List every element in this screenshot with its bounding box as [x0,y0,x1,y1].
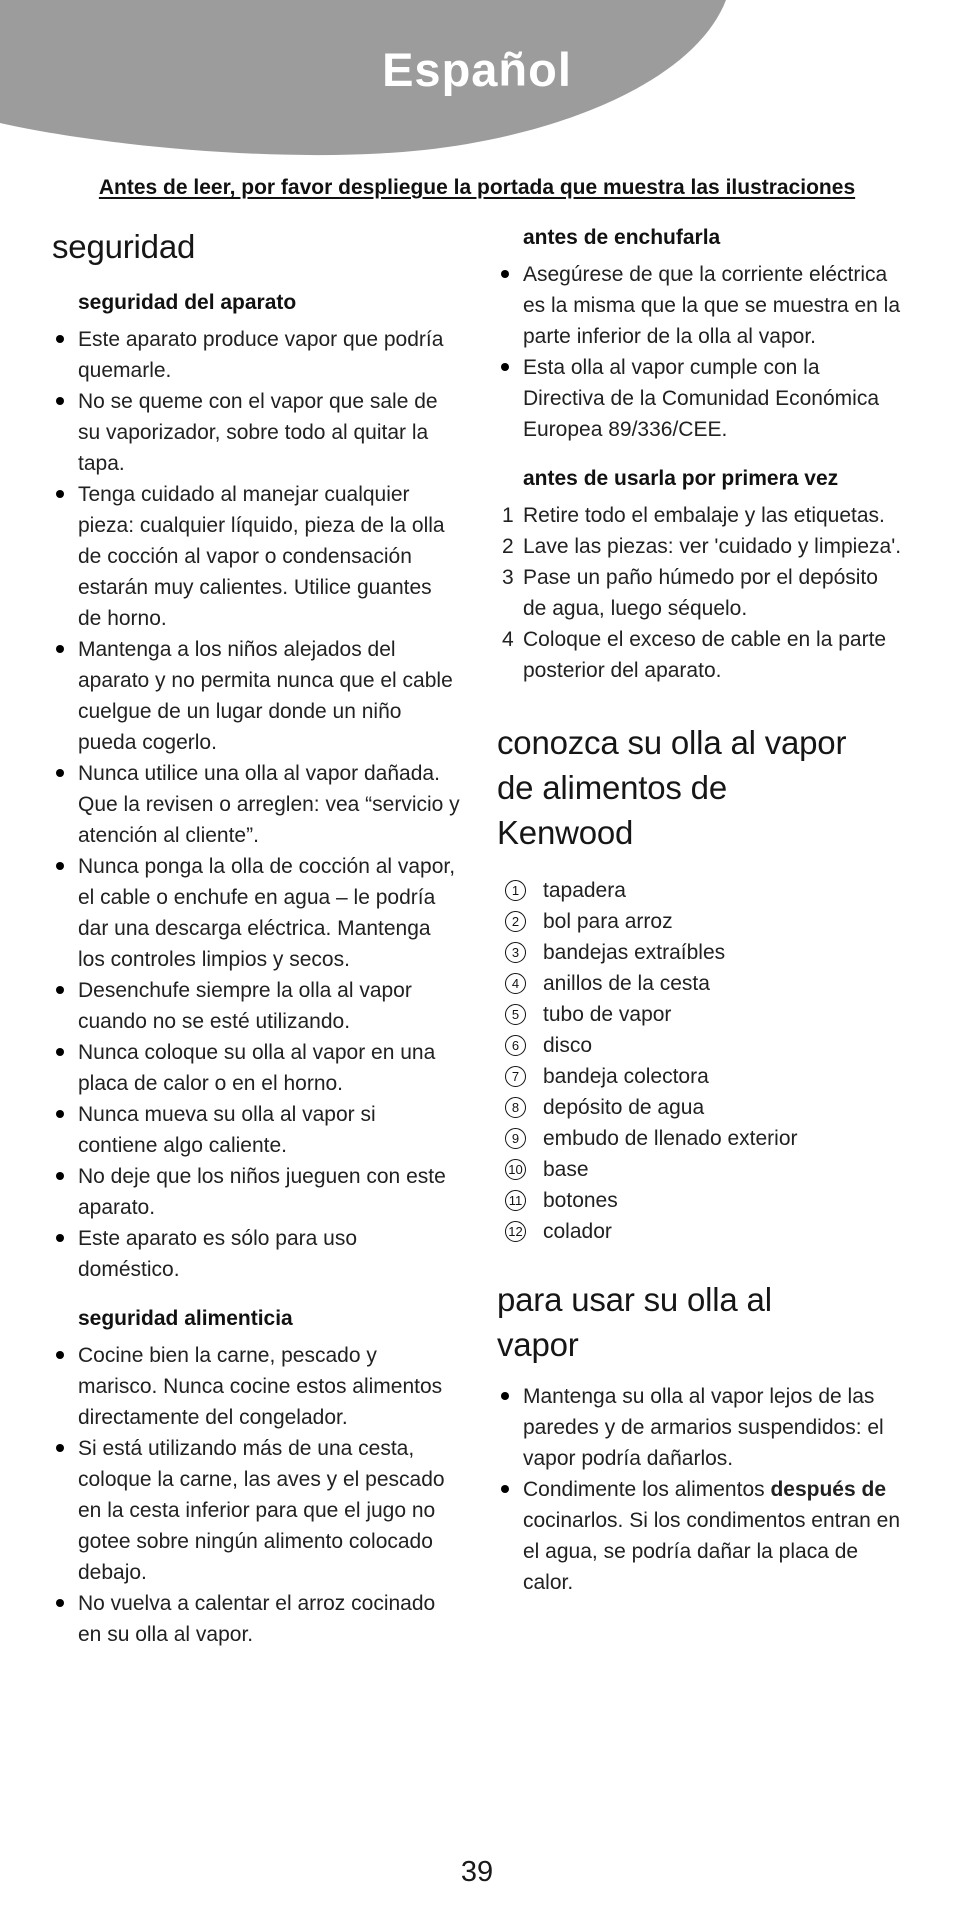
subhead-seguridad-alimenticia: seguridad alimenticia [78,1307,293,1330]
part-label: colador [543,1220,612,1243]
food-safety-list [52,1340,460,1650]
page-number: 39 [460,1856,494,1888]
circled-number-icon: 6 [505,1035,526,1056]
step-item [497,531,905,562]
bullet-text-bold: después de [770,1478,887,1501]
part-label: disco [543,1034,593,1057]
circled-number-icon: 2 [505,911,526,932]
bullet-text: Asegúrese de que la corriente eléctrica es la misma que la que se muestra en la parte inferior de la olla al vapor. [523,263,901,348]
bullet-icon [56,1172,64,1180]
part-label: bol para arroz [543,910,673,933]
part-item [497,1185,905,1216]
step-number: 1 [502,504,514,527]
bullet-text: Tenga cuidado al manejar cualquier pieza: cualquier líquido, pieza de la olla de cocción al vapor o condensación estarán muy calientes. Utilice guantes de horno. [78,483,445,630]
bullet-icon [501,270,509,278]
part-label: embudo de llenado exterior [543,1127,798,1150]
part-item [497,906,905,937]
first-use-steps [497,500,905,686]
step-text: Coloque el exceso de cable en la parte posterior del aparato. [523,628,887,682]
appliance-safety-list [52,324,460,1285]
step-item [497,562,905,624]
subhead-antes-de-enchufarla: antes de enchufarla [523,226,721,249]
circled-number-icon: 4 [505,973,526,994]
bullet-text: No vuelva a calentar el arroz cocinado en su olla al vapor. [78,1592,436,1646]
section-heading-conozca [497,720,905,855]
bullet-icon [56,769,64,777]
step-text: Lave las piezas: ver 'cuidado y limpieza'. [523,535,902,558]
part-item [497,875,905,906]
step-text: Retire todo el embalaje y las etiquetas. [523,504,885,527]
bullet-text: Nunca coloque su olla al vapor en una placa de calor o en el horno. [78,1041,436,1095]
bullet-icon [56,397,64,405]
part-label: depósito de agua [543,1096,705,1119]
bullet-icon [501,1485,509,1493]
right-column [497,224,905,1598]
bullet-icon [56,1444,64,1452]
bullet-text: Si está utilizando más de una cesta, coloque la carne, las aves y el pescado en la cesta inferior para que el jugo no gotee sobre ningún alimento colocado debajo. [78,1437,445,1584]
list-item [52,634,460,758]
step-item [497,624,905,686]
part-item [497,1092,905,1123]
bullet-icon [501,1392,509,1400]
page-title: Español [382,43,572,96]
part-item [497,937,905,968]
heading-line: de alimentos de [497,769,727,806]
bullet-icon [56,1048,64,1056]
part-label: base [543,1158,589,1181]
bullet-icon [56,1234,64,1242]
list-item [497,352,905,445]
list-item [52,386,460,479]
content-columns [52,224,902,1650]
fold-out-notice: Antes de leer, por favor despliegue la portada que muestra las ilustraciones [98,176,856,199]
bullet-text-pre: Condimente los alimentos [523,1478,771,1501]
bullet-text: Nunca ponga la olla de cocción al vapor, el cable o enchufe en agua – le podría dar una descarga eléctrica. Mantenga los controles limpios y secos. [78,855,456,971]
list-item [497,1474,905,1598]
list-item [52,479,460,634]
circled-number-icon: 1 [505,880,526,901]
bullet-icon [56,1110,64,1118]
bullet-text: Nunca utilice una olla al vapor dañada. Que la revisen o arreglen: vea “servicio y atención al cliente”. [78,762,460,847]
section-heading-seguridad: seguridad [52,228,196,265]
bullet-icon [56,986,64,994]
list-item [52,1099,460,1161]
circled-number-icon: 12 [505,1221,526,1242]
bullet-text: No deje que los niños jueguen con este aparato. [78,1165,446,1219]
part-label: bandejas extraíbles [543,941,726,964]
bullet-text: Esta olla al vapor cumple con la Directiva de la Comunidad Económica Europea 89/336/CEE. [523,356,880,441]
left-column [52,224,460,1650]
step-number: 3 [502,566,514,589]
heading-line: vapor [497,1326,579,1363]
list-item [52,1223,460,1285]
list-item [52,851,460,975]
list-item [52,1588,460,1650]
part-item [497,1154,905,1185]
circled-number-icon: 3 [505,942,526,963]
bullet-text-post: cocinarlos. Si los condimentos entran en el agua, se podría dañar la placa de calor. [523,1509,901,1594]
part-label: tapadera [543,879,626,902]
step-number: 2 [502,535,514,558]
bullet-text: Este aparato es sólo para uso doméstico. [78,1227,358,1281]
step-text: Pase un paño húmedo por el depósito de agua, luego séquelo. [523,566,878,620]
page-header [0,0,954,160]
bullet-icon [56,862,64,870]
circled-number-icon: 5 [505,1004,526,1025]
part-item [497,999,905,1030]
subhead-antes-de-usarla: antes de usarla por primera vez [523,467,839,490]
bullet-icon [56,1351,64,1359]
list-item [52,758,460,851]
list-item [52,1433,460,1588]
list-item [52,1161,460,1223]
circled-number-icon: 8 [505,1097,526,1118]
part-label: botones [543,1189,618,1212]
part-item [497,968,905,999]
step-number: 4 [502,628,514,651]
circled-number-icon: 11 [505,1190,526,1211]
part-item [497,1030,905,1061]
circled-number-icon: 10 [505,1159,526,1180]
part-label: anillos de la cesta [543,972,710,995]
list-item [52,324,460,386]
before-plug-list [497,259,905,445]
bullet-text: Este aparato produce vapor que podría quemarle. [78,328,444,382]
part-item [497,1061,905,1092]
list-item [52,1340,460,1433]
part-label: tubo de vapor [543,1003,672,1026]
bullet-text: Cocine bien la carne, pescado y marisco. Nunca cocine estos alimentos directamente del congelador. [78,1344,443,1429]
part-label: bandeja colectora [543,1065,709,1088]
use-list [497,1381,905,1598]
circled-number-icon: 9 [505,1128,526,1149]
parts-list [497,875,905,1247]
step-item [497,500,905,531]
bullet-text: Mantenga a los niños alejados del aparato y no permita nunca que el cable cuelgue de un lugar donde un niño pueda cogerlo. [78,638,453,754]
bullet-icon [56,1599,64,1607]
part-item [497,1216,905,1247]
bullet-icon [56,645,64,653]
part-item [497,1123,905,1154]
list-item [52,1037,460,1099]
circled-number-icon: 7 [505,1066,526,1087]
heading-line: conozca su olla al vapor [497,724,847,761]
list-item [52,975,460,1037]
bullet-text: Desenchufe siempre la olla al vapor cuando no se esté utilizando. [78,979,412,1033]
bullet-icon [501,363,509,371]
section-heading-para-usar [497,1277,905,1367]
bullet-text: No se queme con el vapor que sale de su vaporizador, sobre todo al quitar la tapa. [78,390,438,475]
heading-line: Kenwood [497,814,634,851]
list-item [497,1381,905,1474]
bullet-icon [56,490,64,498]
subhead-seguridad-del-aparato: seguridad del aparato [78,291,297,314]
bullet-text: Mantenga su olla al vapor lejos de las paredes y de armarios suspendidos: el vapor podría dañarlos. [523,1385,884,1470]
bullet-text [509,1474,905,1598]
heading-line: para usar su olla al [497,1281,772,1318]
bullet-icon [56,335,64,343]
bullet-text: Nunca mueva su olla al vapor si contiene algo caliente. [78,1103,376,1157]
list-item [497,259,905,352]
